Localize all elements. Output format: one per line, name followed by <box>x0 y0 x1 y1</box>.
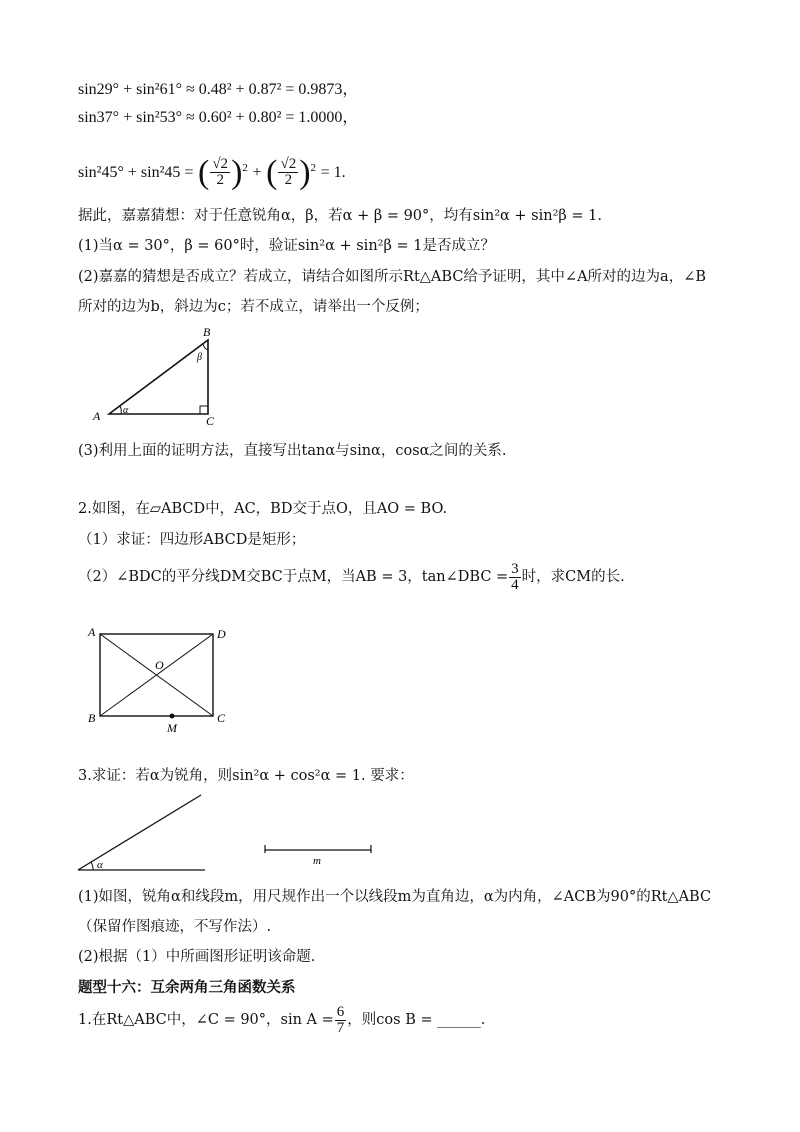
label-c: C <box>217 711 226 725</box>
text-line-16: 1.在Rt△ABC中，∠C = 90°，sin A = $\frac{6}{7}$ ，则cos B = ______. <box>78 1003 486 1036</box>
text-line-5: (1)当α = 30°，β = 60°时，验证sin²α + sin²β = 1是否成立？ <box>78 238 495 254</box>
triangle-abc <box>109 340 208 414</box>
text-line-14: （保留作图痕迹，不写作法）. <box>78 919 272 935</box>
section-heading: 题型十六：互余两角三角函数关系 <box>78 980 296 996</box>
alpha-arc <box>91 862 93 870</box>
text-line-11: （2）∠BDC的平分线DM交BC于点M，当AB = 3，tan∠DBC = $\frac{3}{4}$ 时，求CM的长. <box>78 560 625 593</box>
text-line-2: sin37° + sin²53° ≈ 0.60² + 0.80² = 1.0000， <box>78 109 359 126</box>
fraction-3-over-4: $\frac{3}{4}$ <box>511 560 519 593</box>
label-alpha: α <box>123 405 129 416</box>
label-m: M <box>167 721 177 735</box>
figure-angle-and-segment <box>75 790 385 874</box>
label-a: A <box>88 625 96 639</box>
label-m: m <box>313 855 321 867</box>
point-m <box>170 714 175 719</box>
text-line-8: (3)利用上面的证明方法，直接写出tanα与sinα，cosα之间的关系. <box>78 443 507 459</box>
label-b: B <box>88 711 96 725</box>
text-line-9: 2.如图，在▱ABCD中，AC，BD交于点O，且AO = BO. <box>78 501 448 517</box>
label-b: B <box>203 325 211 339</box>
text-line-7: 所对的边为b，斜边为c；若不成立，请举出一个反例； <box>78 299 429 315</box>
fraction-sqrt2-over-2-second: $\frac{√2}{2}$ <box>280 156 297 189</box>
text-line-12: 3.求证：若α为锐角，则sin²α + cos²α = 1. 要求： <box>78 768 414 784</box>
fraction-sqrt2-over-2: $\frac{√2}{2}$ <box>212 156 229 189</box>
text-line-4: 据此，嘉嘉猜想：对于任意锐角α，β，若α + β = 90°，均有sin²α + sin²β = 1. <box>78 208 602 224</box>
alpha-arc <box>120 406 121 414</box>
fraction-6-over-7: $\frac{6}{7}$ <box>336 1003 345 1036</box>
label-beta: β <box>197 352 202 363</box>
label-d: D <box>217 627 226 641</box>
text-line-10: （1）求证：四边形ABCD是矩形； <box>78 532 306 548</box>
text-line-15: (2)根据（1）中所画图形证明该命题. <box>78 949 316 965</box>
label-o: O <box>155 658 164 672</box>
label-a: A <box>93 409 101 423</box>
figure-right-triangle <box>85 322 220 426</box>
right-angle-mark <box>200 406 208 414</box>
text-line-3: sin²45° + sin²45 = ( $\frac{√2}{2}$ )$^2$ + ( $\frac{√2}{2}$ )$^2$ = 1. <box>78 153 346 191</box>
label-c: C <box>206 414 215 426</box>
text-line-13: (1)如图，锐角α和线段m，用尺规作出一个以线段m为直角边，α为内角，∠ACB为90°的Rt△ABC <box>78 889 712 905</box>
text-line-6: (2)嘉嘉的猜想是否成立？若成立，请结合如图所示Rt△ABC给予证明，其中∠A所对的边为a，∠B <box>78 269 706 285</box>
label-alpha: α <box>97 859 103 871</box>
figure-rectangle <box>85 622 245 740</box>
text-line-1: sin29° + sin²61° ≈ 0.48² + 0.87² = 0.9873， <box>78 81 359 98</box>
